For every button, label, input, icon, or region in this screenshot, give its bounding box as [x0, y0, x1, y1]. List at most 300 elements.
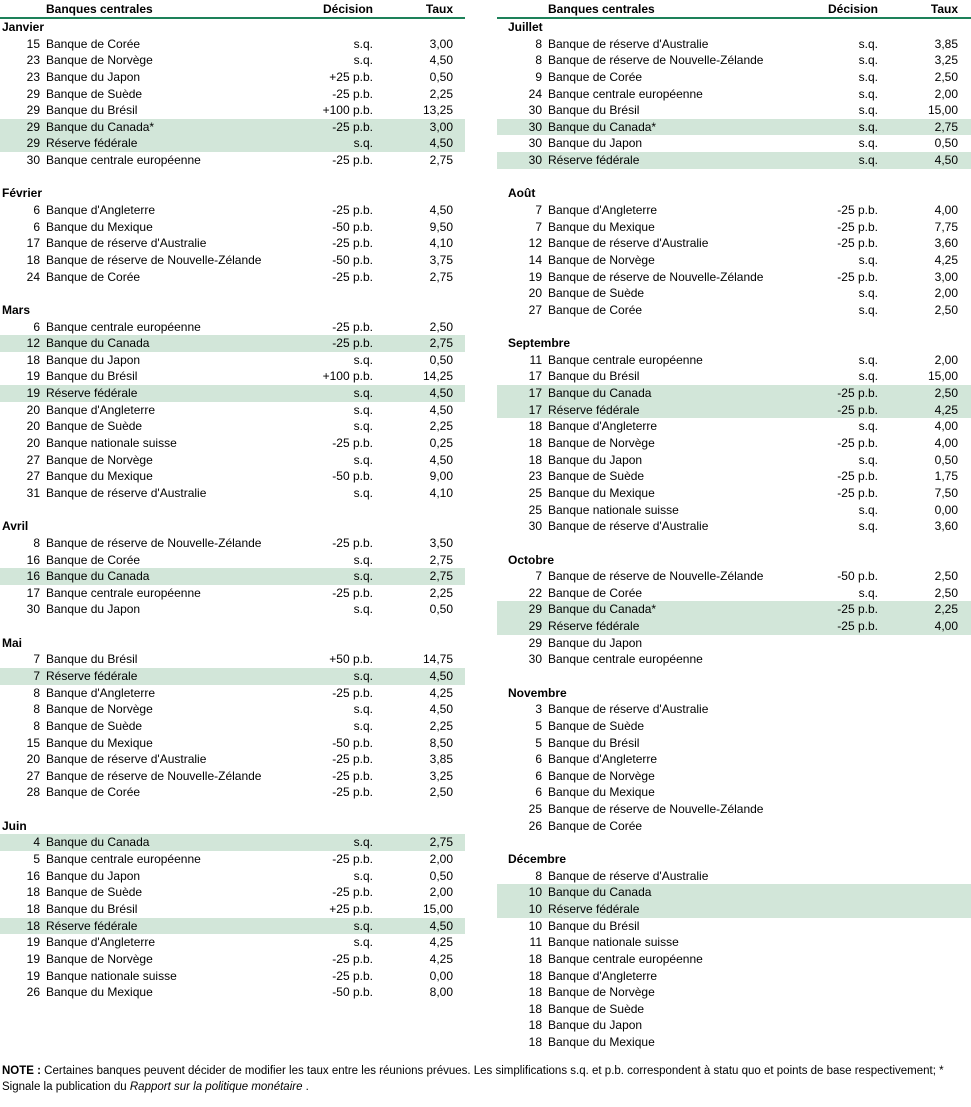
cell-bank: Banque de réserve d'Australie	[548, 36, 709, 51]
month-header: Mai	[2, 635, 23, 650]
cell-day: 24	[528, 86, 542, 101]
cell-day: 20	[26, 402, 40, 417]
month-header: Juin	[2, 818, 27, 833]
cell-rate: 2,50	[934, 585, 958, 600]
cell-day: 27	[26, 452, 40, 467]
cell-bank: Banque centrale européenne	[548, 352, 703, 367]
cell-rate: 2,75	[429, 269, 453, 284]
table-row	[497, 1017, 971, 1034]
cell-rate: 2,75	[429, 153, 453, 168]
cell-decision: -25 p.b.	[332, 768, 373, 783]
table-row	[497, 901, 971, 918]
cell-decision: -25 p.b.	[332, 436, 373, 451]
table-row	[0, 36, 465, 53]
cell-decision	[785, 735, 878, 752]
table-row	[497, 302, 971, 319]
cell-rate: 4,50	[429, 386, 453, 401]
cell-day: 8	[535, 53, 542, 68]
table-row	[497, 452, 971, 469]
cell-day: 30	[528, 153, 542, 168]
cell-bank: Banque de réserve d'Australie	[548, 519, 709, 534]
cell-decision: -25 p.b.	[332, 119, 373, 134]
table-body-left	[0, 19, 465, 1001]
cell-decision: -25 p.b.	[332, 951, 373, 966]
cell-day: 27	[528, 302, 542, 317]
cell-day: 6	[535, 785, 542, 800]
cell-bank: Banque de Norvège	[548, 768, 655, 783]
cell-bank: Banque de Corée	[46, 552, 141, 567]
table-row	[497, 601, 971, 618]
cell-day: 6	[33, 219, 40, 234]
cell-bank: Banque du Mexique	[548, 485, 655, 500]
cell-decision: s.q.	[353, 602, 373, 617]
cell-decision: s.q.	[858, 352, 878, 367]
table-row	[497, 235, 971, 252]
cell-decision	[785, 934, 878, 951]
cell-bank: Banque du Mexique	[548, 219, 655, 234]
cell-decision: s.q.	[858, 286, 878, 301]
cell-rate: 2,75	[429, 835, 453, 850]
table-columns	[0, 2, 971, 1051]
table-row	[497, 385, 971, 402]
table-row	[0, 535, 465, 552]
cell-decision: -50 p.b.	[332, 985, 373, 1000]
cell-decision	[785, 984, 878, 1001]
cell-decision	[785, 818, 878, 835]
section-gap	[0, 169, 465, 186]
cell-day: 23	[26, 69, 40, 84]
table-row	[497, 69, 971, 86]
table-row	[497, 934, 971, 951]
cell-decision: +100 p.b.	[322, 103, 373, 118]
cell-bank: Banque du Canada	[46, 835, 150, 850]
cell-bank: Banque du Japon	[548, 635, 643, 650]
cell-day: 23	[528, 469, 542, 484]
month-header: Février	[2, 186, 43, 201]
cell-decision: -50 p.b.	[837, 569, 878, 584]
cell-decision: -25 p.b.	[837, 236, 878, 251]
cell-decision	[785, 868, 878, 885]
table-row	[0, 152, 465, 169]
cell-bank: Banque d'Angleterre	[46, 685, 156, 700]
cell-day: 19	[26, 951, 40, 966]
cell-bank: Réserve fédérale	[46, 386, 138, 401]
cell-decision: s.q.	[858, 369, 878, 384]
cell-bank: Banque de réserve d'Australie	[46, 236, 207, 251]
table-row	[0, 86, 465, 103]
cell-rate: 3,75	[429, 252, 453, 267]
cell-decision: -25 p.b.	[332, 203, 373, 218]
month-header: Décembre	[508, 852, 567, 867]
cell-decision: s.q.	[858, 53, 878, 68]
cell-rate	[878, 751, 958, 768]
cell-rate	[878, 1001, 958, 1018]
cell-decision: s.q.	[353, 668, 373, 683]
table-row	[0, 984, 465, 1001]
table-row	[0, 934, 465, 951]
cell-day: 29	[528, 619, 542, 634]
cell-bank: Banque centrale européenne	[548, 86, 703, 101]
cell-rate: 15,00	[927, 103, 958, 118]
cell-rate: 2,00	[934, 352, 958, 367]
cell-rate: 2,50	[934, 302, 958, 317]
cell-day: 29	[528, 602, 542, 617]
cell-day: 19	[26, 968, 40, 983]
cell-decision: -50 p.b.	[332, 469, 373, 484]
cell-rate: 4,50	[429, 918, 453, 933]
cell-day: 8	[535, 868, 542, 883]
cell-rate	[878, 951, 958, 968]
cell-bank: Banque de Suède	[46, 718, 143, 733]
cell-bank: Banque du Brésil	[46, 369, 138, 384]
cell-decision	[785, 1001, 878, 1018]
cell-rate: 15,00	[927, 369, 958, 384]
cell-rate: 0,50	[429, 352, 453, 367]
cell-decision: s.q.	[353, 53, 373, 68]
cell-decision	[785, 701, 878, 718]
cell-bank: Réserve fédérale	[548, 153, 640, 168]
table-row	[0, 135, 465, 152]
cell-day: 7	[535, 569, 542, 584]
table-row	[497, 801, 971, 818]
cell-day: 20	[26, 752, 40, 767]
cell-day: 29	[26, 136, 40, 151]
cell-day: 18	[26, 352, 40, 367]
cell-bank: Banque centrale européenne	[46, 319, 201, 334]
cell-day: 8	[33, 685, 40, 700]
cell-decision: -50 p.b.	[332, 219, 373, 234]
table-row	[497, 968, 971, 985]
cell-rate: 0,25	[429, 436, 453, 451]
cell-rate: 2,50	[934, 569, 958, 584]
cell-bank: Banque du Mexique	[46, 735, 153, 750]
cell-rate: 3,85	[429, 752, 453, 767]
cell-day: 24	[26, 269, 40, 284]
cell-decision: -25 p.b.	[332, 319, 373, 334]
cell-rate: 9,00	[429, 469, 453, 484]
cell-day: 17	[528, 402, 542, 417]
section-gap	[497, 535, 971, 552]
table-row	[0, 834, 465, 851]
footnote-period: .	[302, 1081, 309, 1094]
cell-rate	[878, 701, 958, 718]
cell-bank: Banque de Corée	[46, 36, 141, 51]
section-gap	[0, 618, 465, 635]
cell-bank: Banque centrale européenne	[46, 153, 201, 168]
cell-day: 7	[535, 219, 542, 234]
cell-decision: s.q.	[353, 402, 373, 417]
cell-rate: 2,25	[429, 419, 453, 434]
cell-rate	[878, 735, 958, 752]
table-row	[497, 152, 971, 169]
cell-day: 8	[33, 702, 40, 717]
cell-decision: s.q.	[353, 702, 373, 717]
cell-day: 18	[528, 951, 542, 966]
cell-decision: s.q.	[858, 153, 878, 168]
cell-day: 6	[535, 768, 542, 783]
cell-rate	[878, 918, 958, 935]
cell-bank: Banque d'Angleterre	[46, 203, 156, 218]
cell-rate: 8,00	[429, 985, 453, 1000]
table-row	[497, 818, 971, 835]
cell-decision	[785, 968, 878, 985]
cell-bank: Banque centrale européenne	[46, 585, 201, 600]
section-gap	[497, 319, 971, 336]
cell-decision: s.q.	[858, 252, 878, 267]
cell-bank: Banque nationale suisse	[46, 436, 177, 451]
column-header-rate: Taux	[930, 2, 958, 16]
cell-decision: -25 p.b.	[332, 785, 373, 800]
cell-bank: Banque d'Angleterre	[46, 402, 156, 417]
cell-decision: s.q.	[353, 386, 373, 401]
table-row	[497, 868, 971, 885]
cell-decision: s.q.	[353, 935, 373, 950]
section-gap	[0, 285, 465, 302]
cell-bank: Banque de réserve d'Australie	[46, 485, 207, 500]
table-row	[0, 585, 465, 602]
cell-day: 25	[528, 502, 542, 517]
cell-bank: Réserve fédérale	[46, 918, 138, 933]
table-row	[0, 385, 465, 402]
cell-decision: s.q.	[858, 502, 878, 517]
table-row	[0, 402, 465, 419]
table-header-row	[497, 2, 971, 19]
cell-rate: 3,00	[429, 119, 453, 134]
table-row	[0, 868, 465, 885]
cell-day: 28	[26, 785, 40, 800]
cell-bank: Banque de Norvège	[548, 436, 655, 451]
cell-bank: Banque de Norvège	[46, 452, 153, 467]
cell-bank: Banque du Canada	[46, 336, 150, 351]
cell-decision: s.q.	[858, 585, 878, 600]
cell-day: 11	[529, 352, 542, 367]
cell-day: 5	[535, 735, 542, 750]
table-row	[497, 52, 971, 69]
cell-bank: Banque du Mexique	[46, 219, 153, 234]
table-row	[497, 352, 971, 369]
table-row	[0, 235, 465, 252]
cell-decision: s.q.	[858, 69, 878, 84]
cell-rate: 3,60	[934, 236, 958, 251]
cell-rate: 0,00	[429, 968, 453, 983]
cell-day: 15	[26, 735, 40, 750]
cell-bank: Banque du Japon	[548, 1018, 643, 1033]
column-header-day	[497, 2, 542, 17]
cell-day: 16	[26, 552, 40, 567]
cell-bank: Réserve fédérale	[548, 619, 640, 634]
table-row	[497, 468, 971, 485]
table-row	[497, 701, 971, 718]
cell-rate: 2,50	[429, 785, 453, 800]
cell-day: 19	[528, 269, 542, 284]
cell-rate: 15,00	[422, 901, 453, 916]
cell-bank: Banque de Suède	[548, 469, 645, 484]
cell-decision: +25 p.b.	[329, 69, 373, 84]
cell-bank: Banque de réserve de Nouvelle-Zélande	[548, 53, 764, 68]
cell-bank: Banque du Canada	[548, 386, 652, 401]
cell-rate: 13,25	[422, 103, 453, 118]
cell-decision: s.q.	[858, 419, 878, 434]
cell-day: 6	[33, 319, 40, 334]
column-header-rate: Taux	[425, 2, 453, 16]
cell-rate: 2,50	[429, 319, 453, 334]
table-row	[0, 735, 465, 752]
cell-rate: 0,50	[429, 602, 453, 617]
cell-bank: Banque de Norvège	[46, 951, 153, 966]
cell-bank: Banque de réserve d'Australie	[548, 236, 709, 251]
table-row	[0, 102, 465, 119]
cell-rate: 9,50	[429, 219, 453, 234]
cell-decision: -25 p.b.	[837, 602, 878, 617]
cell-bank: Banque de réserve de Nouvelle-Zélande	[548, 569, 764, 584]
cell-day: 18	[26, 252, 40, 267]
cell-rate	[878, 818, 958, 835]
table-row	[0, 968, 465, 985]
cell-decision: s.q.	[858, 36, 878, 51]
table-row	[497, 368, 971, 385]
cell-rate: 0,50	[429, 868, 453, 883]
section-gap	[497, 668, 971, 685]
cell-decision: -25 p.b.	[332, 852, 373, 867]
cell-day: 6	[535, 752, 542, 767]
cell-bank: Banque d'Angleterre	[548, 968, 658, 983]
cell-day: 5	[535, 718, 542, 733]
cell-rate: 3,00	[429, 36, 453, 51]
cell-bank: Réserve fédérale	[548, 402, 640, 417]
cell-decision	[785, 768, 878, 785]
cell-day: 30	[528, 119, 542, 134]
table-row	[497, 202, 971, 219]
cell-bank: Banque de Suède	[46, 86, 143, 101]
table-row	[497, 518, 971, 535]
cell-decision: -25 p.b.	[332, 336, 373, 351]
cell-day: 30	[528, 136, 542, 151]
cell-rate: 7,50	[934, 485, 958, 500]
cell-day: 30	[26, 153, 40, 168]
cell-rate: 3,60	[934, 519, 958, 534]
cell-decision: -25 p.b.	[332, 236, 373, 251]
cell-decision: -25 p.b.	[837, 469, 878, 484]
cell-day: 11	[529, 935, 542, 950]
cell-bank: Banque du Brésil	[548, 369, 640, 384]
section-gap	[0, 801, 465, 818]
cell-decision: +25 p.b.	[329, 901, 373, 916]
cell-bank: Banque nationale suisse	[548, 935, 679, 950]
table-row	[497, 485, 971, 502]
table-row	[0, 319, 465, 336]
table-row	[497, 918, 971, 935]
cell-day: 7	[33, 652, 40, 667]
table-row	[497, 784, 971, 801]
cell-rate	[878, 1034, 958, 1051]
cell-rate: 2,25	[429, 86, 453, 101]
footnote-label: NOTE :	[2, 1064, 41, 1077]
month-header: Mars	[2, 302, 31, 317]
cell-decision: s.q.	[353, 419, 373, 434]
column-header-banks: Banques centrales	[46, 2, 153, 16]
table-row	[497, 951, 971, 968]
table-first-half-year	[0, 2, 465, 1051]
cell-bank: Banque de Suède	[548, 718, 645, 733]
cell-day: 17	[26, 236, 40, 251]
cell-rate	[878, 718, 958, 735]
cell-bank: Banque du Mexique	[548, 1035, 655, 1050]
cell-bank: Banque du Canada	[548, 885, 652, 900]
column-header-banks: Banques centrales	[548, 2, 655, 16]
cell-rate: 4,00	[934, 436, 958, 451]
cell-bank: Banque du Japon	[46, 868, 141, 883]
cell-day: 25	[528, 802, 542, 817]
table-row	[0, 202, 465, 219]
cell-day: 18	[26, 885, 40, 900]
cell-rate: 4,25	[429, 951, 453, 966]
table-row	[497, 984, 971, 1001]
cell-bank: Banque centrale européenne	[548, 652, 703, 667]
cell-decision: -25 p.b.	[837, 203, 878, 218]
cell-day: 18	[528, 1035, 542, 1050]
cell-rate: 4,00	[934, 419, 958, 434]
table-row	[0, 568, 465, 585]
table-row	[497, 102, 971, 119]
cell-decision	[785, 751, 878, 768]
cell-decision: s.q.	[353, 552, 373, 567]
cell-decision: s.q.	[353, 352, 373, 367]
cell-day: 19	[26, 369, 40, 384]
cell-rate: 2,75	[429, 336, 453, 351]
cell-bank: Banque de réserve de Nouvelle-Zélande	[46, 535, 262, 550]
table-row	[497, 735, 971, 752]
cell-day: 20	[26, 419, 40, 434]
cell-day: 18	[528, 1018, 542, 1033]
cell-decision: -25 p.b.	[837, 485, 878, 500]
cell-bank: Banque du Japon	[46, 69, 141, 84]
cell-bank: Banque de Suède	[548, 286, 645, 301]
cell-rate: 0,50	[934, 452, 958, 467]
cell-rate: 2,00	[429, 885, 453, 900]
cell-bank: Banque du Japon	[46, 602, 141, 617]
cell-decision: s.q.	[858, 136, 878, 151]
table-row	[0, 552, 465, 569]
month-header: Septembre	[508, 336, 571, 351]
footnote	[2, 1063, 969, 1096]
month-header: Novembre	[508, 685, 567, 700]
table-row	[497, 1001, 971, 1018]
cell-day: 18	[528, 419, 542, 434]
cell-day: 18	[528, 436, 542, 451]
cell-day: 18	[528, 968, 542, 983]
cell-day: 18	[528, 985, 542, 1000]
cell-bank: Banque nationale suisse	[548, 502, 679, 517]
cell-rate: 2,50	[934, 386, 958, 401]
footnote-text: Certaines banques peuvent décider de modifier les taux entre les réunions prévues. Les simplifications s.q. et p.b. correspondent à statu quo et points de base respectivement; * Signale la publication du	[2, 1064, 944, 1094]
cell-bank: Réserve fédérale	[46, 668, 138, 683]
table-row	[0, 951, 465, 968]
cell-rate: 4,10	[429, 236, 453, 251]
footnote-report-title: Rapport sur la politique monétaire	[129, 1081, 303, 1094]
table-row	[0, 352, 465, 369]
cell-decision: s.q.	[858, 302, 878, 317]
cell-bank: Banque de Norvège	[46, 702, 153, 717]
cell-bank: Banque de réserve d'Australie	[46, 752, 207, 767]
cell-day: 12	[528, 236, 542, 251]
table-row	[497, 585, 971, 602]
cell-decision	[785, 1034, 878, 1051]
cell-bank: Banque du Japon	[46, 352, 141, 367]
table-row	[497, 119, 971, 136]
cell-rate: 4,25	[934, 402, 958, 417]
cell-decision: +50 p.b.	[329, 652, 373, 667]
cell-decision: -25 p.b.	[332, 535, 373, 550]
